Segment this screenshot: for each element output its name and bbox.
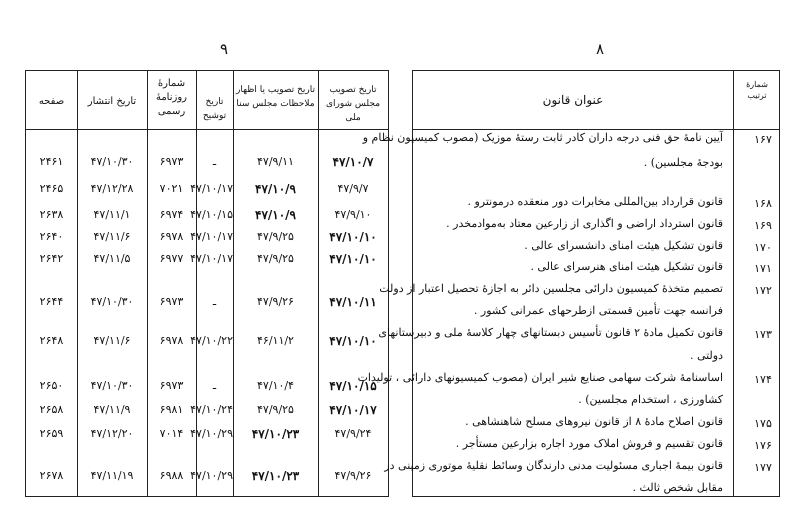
row-number: ۱۷۷ <box>754 461 772 474</box>
law-title: قانون تکمیل مادهٔ ۲ قانون تأسیس دبستانهای چهار کلاسهٔ ملی و دبیرستانهای <box>378 326 723 339</box>
cell-signing: ۴۷/۱۰/۱۷ <box>190 182 233 195</box>
header-law-title: عنوان قانون <box>542 93 604 107</box>
row-number: ۱۷۲ <box>754 284 772 297</box>
cell-senate: ۴۷/۱۰/۲۳ <box>251 469 300 483</box>
row-number: ۱۷۳ <box>754 328 772 341</box>
law-title: قانون تشکیل هیئت امنای دانشسرای عالی . <box>524 239 723 252</box>
cell-gazette: ۶۹۷۷ <box>159 252 184 265</box>
cell-parliament: ۴۷/۹/۲۶ <box>334 469 372 482</box>
law-title: قانون اصلاح مادهٔ ۸ از قانون نیروهای مسلح شاهنشاهی . <box>465 415 723 428</box>
cell-senate: ۴۷/۹/۲۶ <box>257 295 294 308</box>
header-parliament: تاریخ تصویب مجلس شورای ملی <box>325 85 381 123</box>
cell-publish: ۴۷/۱۱/۵ <box>93 252 131 265</box>
cell-page: ۲۶۵۹ <box>39 427 64 440</box>
cell-parliament: ۴۷/۱۰/۱۰ <box>329 334 377 348</box>
cell-page: ۲۴۶۵ <box>39 182 64 195</box>
cell-gazette: ۶۹۷۸ <box>159 334 184 347</box>
law-title: مقابل شخص ثالث . <box>632 481 723 494</box>
cell-publish: ۴۷/۱۱/۱۹ <box>90 469 134 482</box>
cell-parliament: ۴۷/۹/۱۰ <box>334 208 372 221</box>
row-number: ۱۷۵ <box>754 417 772 430</box>
cell-parliament: ۴۷/۱۰/۱۵ <box>329 379 377 393</box>
row-number: ۱۷۴ <box>754 373 772 386</box>
cell-gazette: ۷۰۱۴ <box>159 427 184 440</box>
cell-gazette: ۶۹۸۸ <box>159 469 184 482</box>
row-number: ۱۷۶ <box>754 439 772 452</box>
cell-page: ۲۶۴۰ <box>39 230 64 243</box>
cell-publish: ۴۷/۱۲/۲۰ <box>90 427 134 440</box>
law-title: قانون قرارداد بین‌المللی مخابرات دور منعقده درمونترو . <box>467 195 723 208</box>
cell-signing: ۴۷/۱۰/۲۹ <box>190 469 233 482</box>
cell-gazette: ۶۹۷۸ <box>159 230 184 243</box>
cell-gazette: ۶۹۷۴ <box>159 208 184 221</box>
law-title: کشاورزی ، استخدام مجلسین) . <box>578 393 723 406</box>
cell-parliament: ۴۷/۱۰/۱۱ <box>329 295 377 309</box>
page-number-left: ۹ <box>220 40 229 58</box>
law-title: قانون تشکیل هیئت امنای هنرسرای عالی . <box>530 260 723 273</box>
cell-signing: ۴۷/۱۰/۲۲ <box>190 334 233 347</box>
cell-senate: ۴۷/۹/۲۵ <box>257 252 294 265</box>
cell-publish: ۴۷/۱۱/۹ <box>93 403 131 416</box>
cell-page: ۲۶۷۸ <box>39 469 64 482</box>
cell-page: ۲۶۴۸ <box>39 334 64 347</box>
header-gazette-number: شمارهٔ روزنامهٔ رسمی <box>155 78 188 117</box>
cell-signing: ـ <box>212 295 217 308</box>
cell-signing: ۴۷/۱۰/۱۵ <box>190 208 233 221</box>
cell-parliament: ۴۷/۱۰/۱۰ <box>329 252 377 266</box>
row-number: ۱۷۰ <box>754 241 772 254</box>
cell-publish: ۴۷/۱۱/۱ <box>93 208 131 221</box>
cell-senate: ۴۷/۹/۱۱ <box>257 155 294 168</box>
header-publish-date: تاریخ انتشار <box>87 96 137 107</box>
cell-publish: ۴۷/۱۱/۶ <box>93 334 131 347</box>
cell-page: ۲۶۳۸ <box>39 208 64 221</box>
law-title: اساسنامهٔ شرکت سهامی صنایع شیر ایران (مصوب کمیسیونهای دارائی ، تولیدات <box>357 371 723 384</box>
row-number: ۱۶۷ <box>754 133 772 146</box>
law-title: قانون تقسیم و فروش املاک مورد اجاره بزارعین مستأجر . <box>455 437 723 450</box>
row-number: ۱۷۱ <box>754 262 772 275</box>
law-title: بودجهٔ مجلسین) . <box>643 156 723 169</box>
cell-signing: ـ <box>212 155 217 168</box>
cell-parliament: ۴۷/۱۰/۱۷ <box>329 403 377 417</box>
cell-gazette: ۶۹۷۳ <box>159 295 184 308</box>
cell-signing: ۴۷/۱۰/۱۷ <box>190 252 233 265</box>
header-signing-date: تاریخ توشیح <box>202 97 227 121</box>
cell-parliament: ۴۷/۹/۲۴ <box>334 427 372 440</box>
cell-publish: ۴۷/۱۲/۲۸ <box>90 182 134 195</box>
law-title: آیین نامهٔ حق فنی درجه داران کادر ثابت رستهٔ موزیک (مصوب کمیسیون نظام و <box>362 131 723 144</box>
cell-senate: ۴۷/۱۰/۹ <box>255 208 296 222</box>
cell-publish: ۴۷/۱۰/۳۰ <box>90 379 134 392</box>
cell-gazette: ۶۹۸۱ <box>159 403 184 416</box>
row-number: ۱۶۸ <box>754 197 772 210</box>
cell-page: ۲۴۶۱ <box>39 155 64 168</box>
cell-page: ۲۶۴۲ <box>39 252 64 265</box>
cell-gazette: ۶۹۷۳ <box>159 155 184 168</box>
header-row-number: شمارهٔ ترتیب <box>746 80 768 100</box>
law-title: قانون استرداد اراضی و اگذاری از زارعین معتاد به‌موادمخدر . <box>446 217 723 230</box>
cell-senate: ۴۷/۹/۲۵ <box>257 230 294 243</box>
page-number-right: ۸ <box>596 40 605 58</box>
cell-senate: ۴۷/۱۰/۲۳ <box>251 427 300 441</box>
right-table <box>357 70 780 497</box>
law-title: دولتی . <box>689 349 723 362</box>
row-number: ۱۶۹ <box>754 219 772 232</box>
cell-parliament: ۴۷/۱۰/۱۰ <box>329 230 377 244</box>
cell-parliament: ۴۷/۹/۷ <box>337 182 369 195</box>
cell-senate: ۴۷/۱۰/۹ <box>255 182 296 196</box>
cell-gazette: ۶۹۷۳ <box>159 379 184 392</box>
cell-signing: ـ <box>212 379 217 392</box>
law-title: تصمیم متخذهٔ کمیسیون دارائی مجلسین دائر به اجازهٔ تحصیل اعتبار از دولت <box>379 282 723 295</box>
cell-parliament: ۴۷/۱۰/۷ <box>332 155 374 169</box>
cell-signing: ۴۷/۱۰/۱۷ <box>190 230 233 243</box>
cell-senate: ۴۷/۹/۲۵ <box>257 403 294 416</box>
law-title: قانون بیمهٔ اجباری مسئولیت مدنی دارندگان وسائط نقلیهٔ موتوری زمینی در <box>384 459 723 472</box>
cell-signing: ۴۷/۱۰/۲۴ <box>190 403 233 416</box>
cell-publish: ۴۷/۱۰/۳۰ <box>90 155 134 168</box>
cell-page: ۲۶۵۸ <box>39 403 64 416</box>
header-page: صفحه <box>38 96 65 107</box>
cell-page: ۲۶۴۴ <box>39 295 64 308</box>
header-senate: تاریخ تصویب یا اظهار ملاحظات مجلس سنا <box>236 85 315 109</box>
cell-signing: ۴۷/۱۰/۲۹ <box>190 427 233 440</box>
cell-gazette: ۷۰۲۱ <box>159 182 184 195</box>
cell-senate: ۴۶/۱۱/۲ <box>257 334 294 347</box>
left-table <box>25 70 389 497</box>
cell-senate: ۴۷/۱۰/۴ <box>257 379 294 392</box>
cell-publish: ۴۷/۱۱/۶ <box>93 230 131 243</box>
law-title: فرانسه جهت تأمین قسمتی ازطرحهای عمرانی کشور . <box>473 304 723 317</box>
cell-publish: ۴۷/۱۰/۳۰ <box>90 295 134 308</box>
cell-page: ۲۶۵۰ <box>39 379 64 392</box>
